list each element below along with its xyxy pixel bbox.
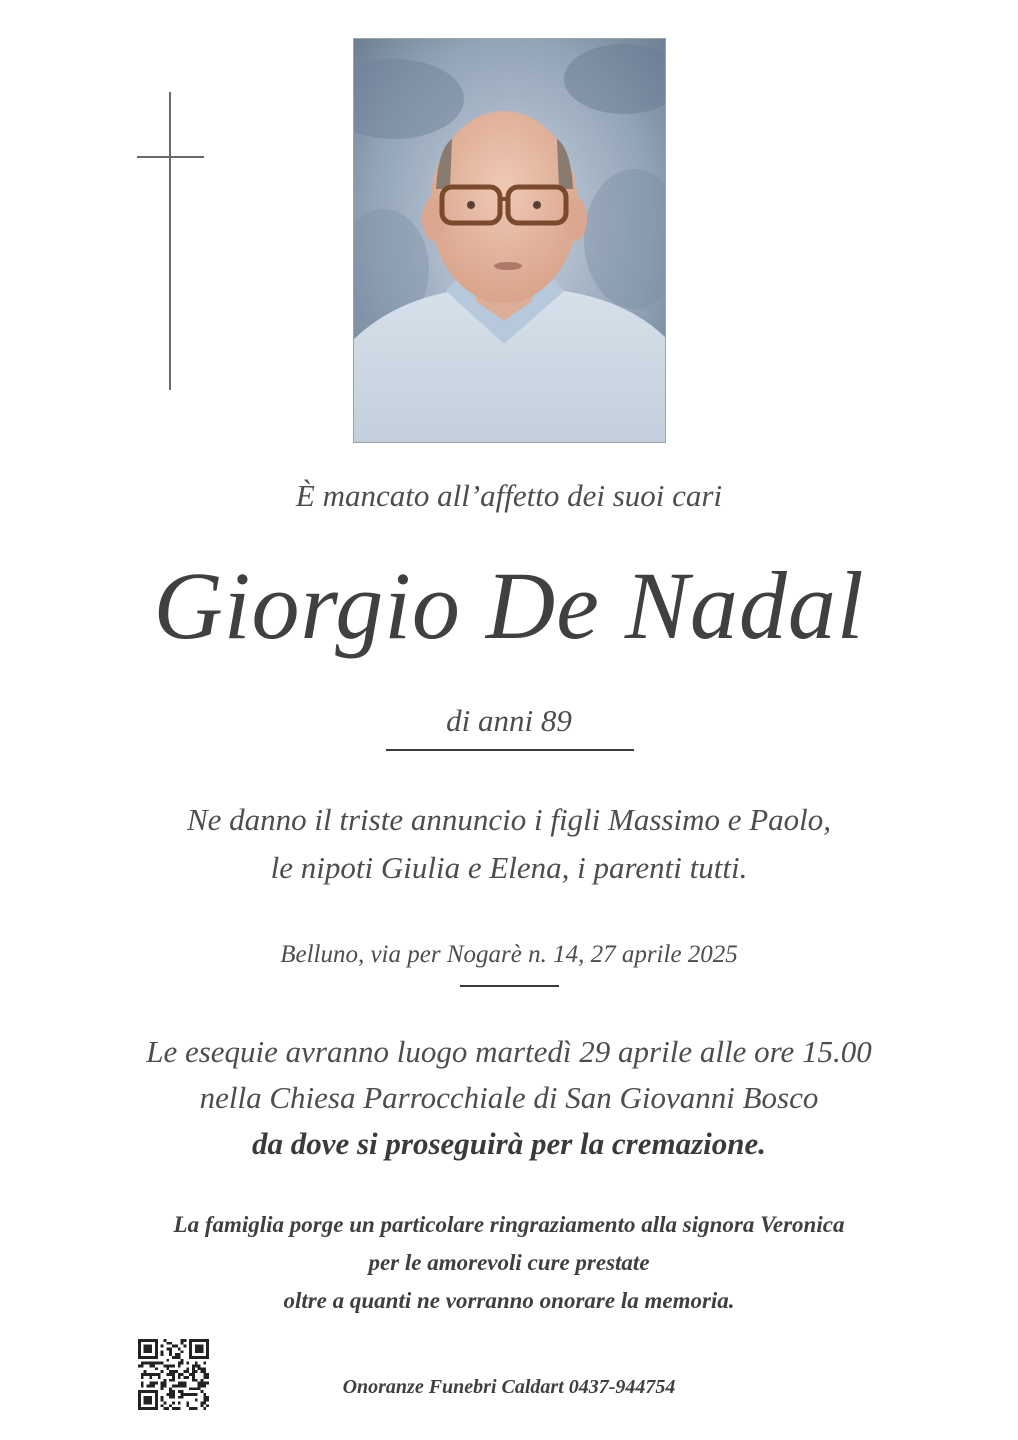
intro-text: È mancato all’affetto dei suoi cari — [295, 478, 723, 513]
funeral-info — [0, 1029, 1018, 1167]
age-text: di anni 89 — [446, 703, 572, 738]
announcement-line-2: le nipoti Giulia e Elena, i parenti tutti. — [270, 850, 748, 885]
cross-horizontal-bar — [137, 156, 204, 158]
announcement — [0, 796, 1018, 892]
thanks-line-2: per le amorevoli cure prestate — [368, 1250, 650, 1275]
deceased-name: Giorgio De Nadal — [153, 552, 865, 659]
place-date: Belluno, via per Nogarè n. 14, 27 aprile 2025 — [280, 941, 738, 968]
cross-vertical-bar — [169, 92, 171, 390]
thanks-note — [0, 1206, 1018, 1320]
qr-code-icon[interactable] — [138, 1339, 209, 1410]
place-divider — [460, 985, 559, 987]
funeral-line-1: Le esequie avranno luogo martedì 29 aprile alle ore 15.00 — [146, 1034, 872, 1069]
funeral-line-3: da dove si proseguirà per la cremazione. — [251, 1126, 767, 1161]
portrait-photo — [353, 38, 666, 443]
funeral-home-footer: Onoranze Funebri Caldart 0437-944754 — [342, 1376, 676, 1398]
funeral-line-2: nella Chiesa Parrocchiale di San Giovanni Bosco — [199, 1080, 819, 1115]
thanks-line-1: La famiglia porge un particolare ringraziamento alla signora Veronica — [173, 1212, 845, 1237]
age-divider — [386, 749, 634, 751]
thanks-line-3: oltre a quanti ne vorranno onorare la memoria. — [283, 1288, 735, 1313]
announcement-line-1: Ne danno il triste annuncio i figli Massimo e Paolo, — [186, 802, 832, 837]
